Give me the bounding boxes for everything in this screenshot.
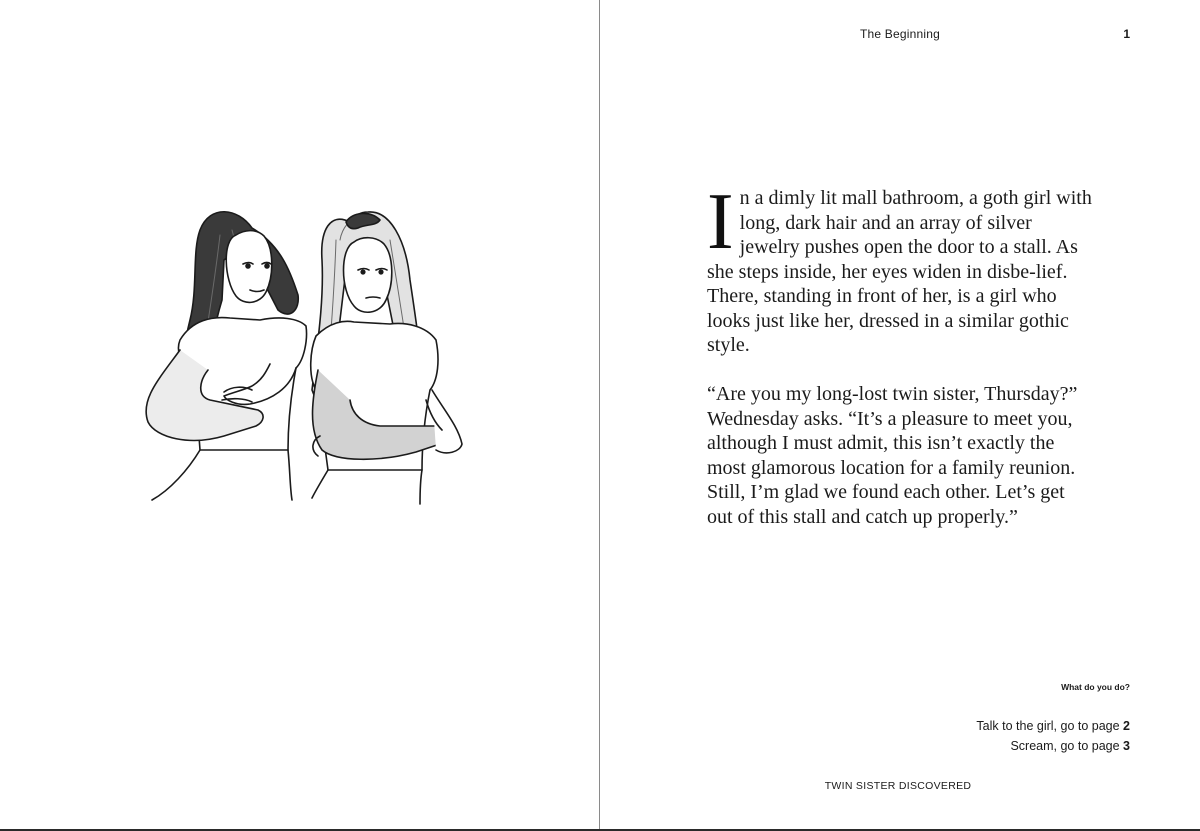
chapter-footer: TWIN SISTER DISCOVERED [824,780,972,792]
choice-list [830,716,1130,756]
choice-prompt: What do you do? [1061,682,1130,692]
girl2-face [344,238,392,313]
story-paragraph-2: “Are you my long-lost twin sister, Thursday?” Wednesday asks. “It’s a pleasure to meet you, although I must admit, this isn’t exactly the most glamorous location for a family reunion. Still, I’m glad we found each other. Let’s get out of this stall and catch up properly.” [707,383,1078,528]
drop-cap: I [707,178,734,266]
girl1-lower-body [152,450,292,500]
page-number: 1 [1123,27,1130,41]
choice-talk-page: 2 [1123,719,1130,733]
choice-talk[interactable] [830,716,1130,736]
choice-talk-text: Talk to the girl, go to page [976,719,1124,733]
story-paragraph-1 [707,178,1092,358]
choice-scream-text: Scream, go to page [1010,739,1124,753]
choice-scream[interactable] [830,736,1130,756]
choice-scream-page: 3 [1123,739,1130,753]
paragraph-1-text: n a dimly lit mall bathroom, a goth girl with long, dark hair and an array of silver jewelry pushes open the door to a stall. As she steps inside, her eyes widen in disbe-lief. There, standing in front of her, is a girl who looks just like her, dressed in a similar gothic style. [707,187,1092,356]
twin-girls-illustration [140,200,470,510]
running-head: The Beginning [860,27,940,41]
story-text [707,178,1092,529]
girl2-right-arm [432,390,462,453]
left-page [0,0,599,831]
girl2-lower-body [312,470,422,504]
right-page [600,0,1200,831]
